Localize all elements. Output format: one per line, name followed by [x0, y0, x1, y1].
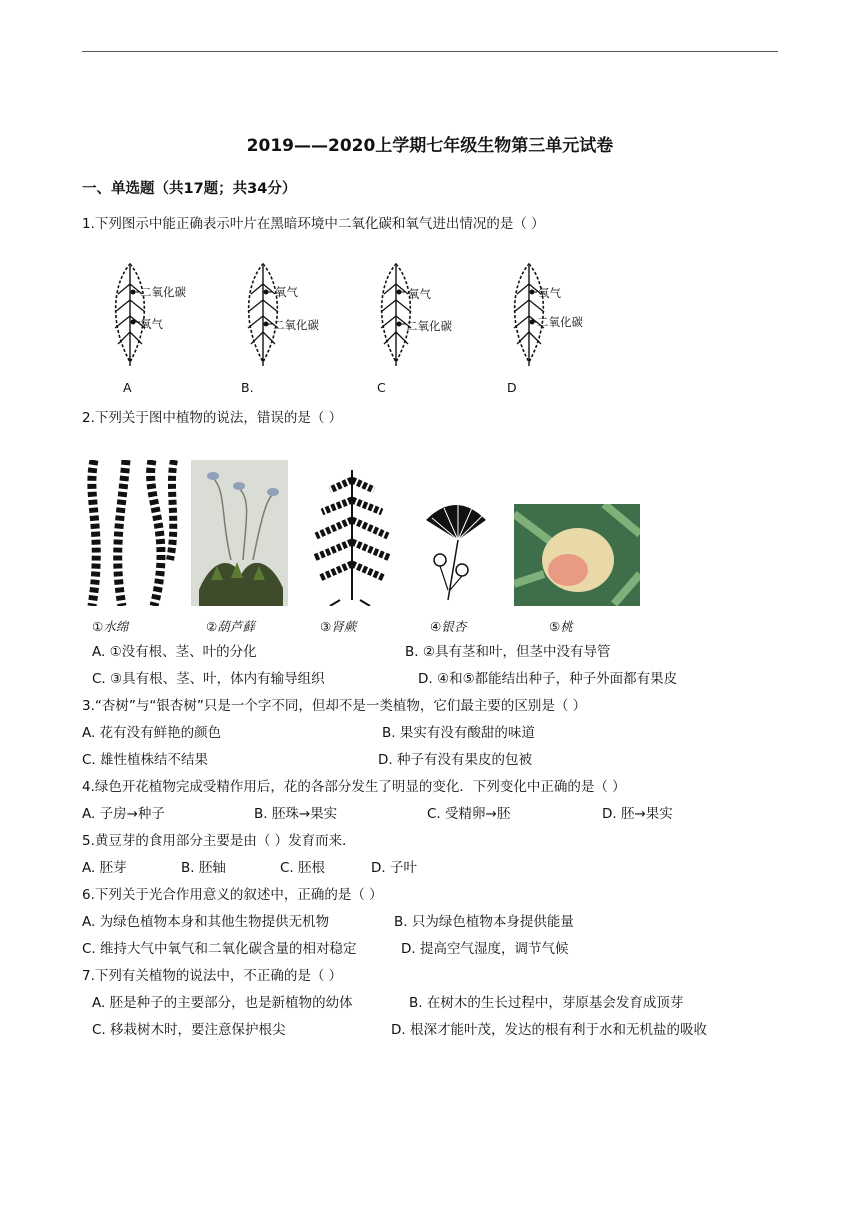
q2-option-b: B. ②具有茎和叶，但茎中没有导管 — [405, 644, 611, 660]
q2-option-c: C. ③具有根、茎、叶，体内有输导组织 — [92, 671, 325, 687]
q6-option-c: C. 维持大气中氧气和二氧化碳含量的相对稳定 — [82, 941, 357, 957]
q3-option-a: A. 花有没有鲜艳的颜色 — [82, 725, 222, 741]
q4-option-c: C. 受精卵→胚 — [427, 806, 511, 822]
q7-option-b: B. 在树木的生长过程中，芽原基会发育成顶芽 — [409, 995, 684, 1011]
leaf-label-b: B. — [241, 380, 254, 395]
q5-option-b: B. 胚轴 — [181, 860, 226, 876]
q6-option-a: A. 为绿色植物本身和其他生物提供无机物 — [82, 914, 330, 930]
q2-option-d: D. ④和⑤都能结出种子，种子外面都有果皮 — [418, 671, 678, 687]
leaf-d-bottom-label: 二氧化碳 — [537, 315, 583, 329]
q7-option-d: D. 根深才能叶茂，发达的根有利于水和无机盐的吸收 — [391, 1022, 707, 1038]
q7-option-c: C. 移栽树木时，要注意保护根尖 — [92, 1022, 286, 1038]
q5-option-d: D. 子叶 — [371, 860, 417, 876]
q4-option-d: D. 胚→果实 — [602, 806, 673, 822]
leaf-diagram-d — [499, 262, 659, 372]
plant-caption-1: ①水绵 — [92, 619, 129, 634]
question-6-stem: 6.下列关于光合作用意义的叙述中，正确的是（ ） — [82, 887, 383, 903]
leaf-a-top-label: 二氧化碳 — [140, 285, 186, 299]
page-title: 2019——2020上学期七年级生物第三单元试卷 — [246, 136, 614, 156]
q3-option-b: B. 果实有没有酸甜的味道 — [382, 725, 535, 741]
question-3-stem: 3.“杏树”与“银杏树”只是一个字不同，但却不是一类植物，它们最主要的区别是（ ） — [82, 698, 587, 714]
leaf-a-bottom-label: 氧气 — [140, 317, 163, 331]
plant-caption-2: ②葫芦藓 — [206, 619, 255, 634]
q7-option-a: A. 胚是种子的主要部分，也是新植物的幼体 — [92, 995, 353, 1011]
q4-option-b: B. 胚珠→果实 — [254, 806, 338, 822]
plant-caption-3: ③肾蕨 — [320, 619, 357, 634]
plant-caption-4: ④银杏 — [430, 619, 467, 634]
leaf-label-d: D — [507, 380, 517, 395]
q6-option-b: B. 只为绿色植物本身提供能量 — [394, 914, 574, 930]
question-4-stem: 4.绿色开花植物完成受精作用后，花的各部分发生了明显的变化．下列变化中正确的是（ ） — [82, 779, 626, 795]
q5-option-a: A. 胚芽 — [82, 860, 127, 876]
section-heading: 一、单选题（共17题；共34分） — [82, 181, 297, 197]
peach-image — [514, 504, 640, 606]
leaf-b-top-label: 氧气 — [275, 285, 298, 299]
leaf-c-bottom-label: 二氧化碳 — [406, 319, 452, 333]
q4-option-a: A. 子房→种子 — [82, 806, 165, 822]
spirogyra-image — [82, 460, 180, 606]
leaf-c-top-label: 氧气 — [408, 287, 431, 301]
q6-option-d: D. 提高空气湿度，调节气候 — [401, 941, 569, 957]
leaf-label-c: C — [377, 380, 386, 395]
header-rule — [82, 51, 778, 52]
question-1-stem: 1.下列图示中能正确表示叶片在黑暗环境中二氧化碳和氧气进出情况的是（ ） — [82, 216, 545, 232]
leaf-label-a: A — [123, 380, 132, 395]
leaf-b-bottom-label: 二氧化碳 — [273, 318, 319, 332]
question-2-stem: 2.下列关于图中植物的说法，错误的是（ ） — [82, 410, 343, 426]
q3-option-c: C. 雄性植株结不结果 — [82, 752, 209, 768]
ginkgo-image — [418, 460, 493, 606]
question-7-stem: 7.下列有关植物的说法中，不正确的是（ ） — [82, 968, 343, 984]
q3-option-d: D. 种子有没有果皮的包被 — [378, 752, 532, 768]
fern-image — [300, 460, 404, 606]
question-5-stem: 5.黄豆芽的食用部分主要是由（ ）发育而来． — [82, 833, 356, 849]
q2-option-a: A. ①没有根、茎、叶的分化 — [92, 644, 257, 660]
q5-option-c: C. 胚根 — [280, 860, 326, 876]
moss-image — [191, 460, 288, 606]
plant-caption-5: ⑤桃 — [549, 619, 573, 634]
leaf-d-top-label: 氧气 — [538, 286, 561, 300]
